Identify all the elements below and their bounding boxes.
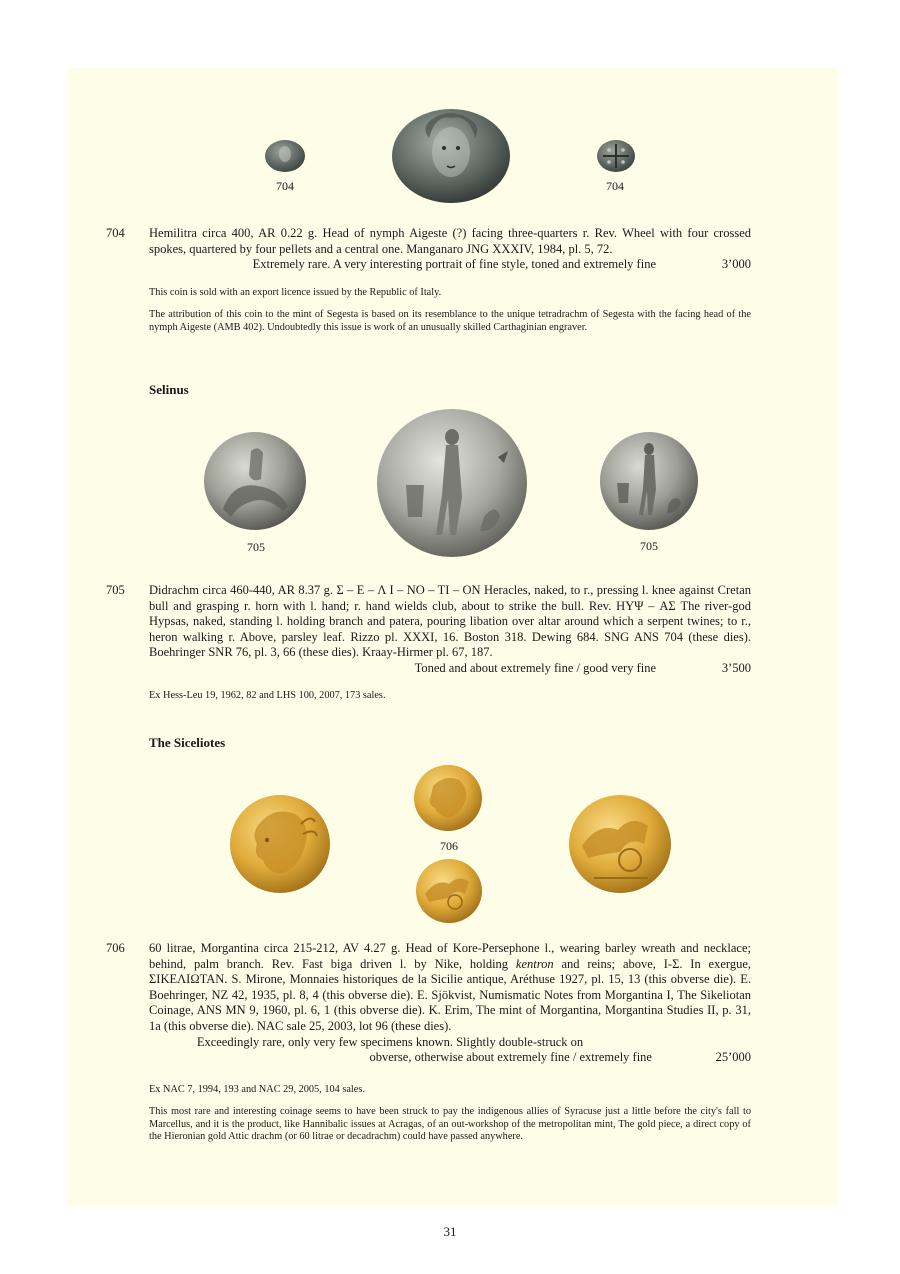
coin-label: 706	[440, 839, 458, 853]
coin-label: 704	[606, 179, 624, 193]
condition-row	[149, 661, 751, 677]
coin-label: 705	[247, 540, 265, 554]
lot-description-text: Didrachm circa 460-440, AR 8.37 g. Σ – E – Λ I – NO – TI – ON Heracles, naked, to r., pressing l. knee against Cretan bull and grasping r. horn with l. hand; r. hand wields club, about to strike the bull. Rev. HYΨ – AΣ The river-god Hypsas, naked, standing l. holding branch and patera, pouring libation over altar around which a serpent twines; to r., heron walking r. Above, parsley leaf. Rizzo pl. XXXI, 16. Boston 318. Dewing 684. SNG ANS 704 (these dies). Boehringer SNR 76, pl. 3, 66 (these dies). Kraay-Hirmer pl. 67, 187.	[149, 583, 751, 660]
coin-705-reverse	[599, 431, 699, 531]
lot-note: This coin is sold with an export licence issued by the Republic of Italy.	[149, 287, 442, 298]
coin-704-obverse-small	[264, 139, 306, 173]
lot-description	[149, 583, 751, 661]
coin-label: 704	[276, 179, 294, 193]
section-heading: The Siceliotes	[149, 735, 226, 750]
lot-note: The attribution of this coin to the mint of Segesta is based on its resemblance to the unique tetradrachm of Segesta with the facing head of the nymph Aigeste (AMB 402). Undoubtedly this issue is work of an unusually skilled Carthaginian engraver.	[149, 309, 751, 333]
condition-text: Toned and about extremely fine / good very fine	[414, 661, 656, 675]
lot-number: 704	[106, 226, 125, 240]
condition-row-wrap	[149, 661, 751, 677]
coin-706-reverse-enlarged	[568, 794, 672, 894]
price: 25’000	[715, 1050, 751, 1065]
page-number: 31	[443, 1224, 457, 1239]
coin-706-obverse-actual	[413, 764, 483, 832]
condition-row	[149, 1050, 751, 1066]
price: 3’000	[721, 257, 751, 272]
description-italic: kentron	[515, 956, 554, 971]
description-part: and reins; above, I-Σ. In exergue, ΣIKEΛIΩTAN. S. Mirone, Monnaies historiques de la Sicilie antique, Aréthuse 1927, pl. 15, 13 (this obverse die). E. Boehringer, NZ 42, 1935, pl. 8, 4 (this obverse die). E. Sjökvist, Numismatic Notes from Morgantina I, The Sikeliotan Coinage, ANS MN 9, 1960, pl. 6, 1 (this obverse die). K. Erim, The mint of Morgantina, Morgantina Studies II, p. 31, 1a (this obverse die). NAC sale 25, 2003, lot 96 (these dies).	[149, 956, 752, 1033]
coin-704-enlarged	[391, 108, 511, 204]
lot-note: Ex Hess-Leu 19, 1962, 82 and LHS 100, 2007, 173 sales.	[149, 690, 386, 701]
lot-note: Ex NAC 7, 1994, 193 and NAC 29, 2005, 104 sales.	[149, 1084, 365, 1095]
lot-description	[149, 941, 751, 1066]
coin-label: 705	[640, 539, 658, 553]
condition-row	[149, 257, 751, 273]
price: 3’500	[721, 661, 751, 675]
description-part: 60 litrae, Morgantina circa 215-212, AV 4.27 g. Head of Kore-Persephone l., wearing barley wreath and necklace; behind, palm branch. Rev. Fast biga driven l. by Nike, holding	[149, 941, 751, 971]
coin-705-obverse	[203, 431, 307, 532]
lot-description-text	[149, 941, 751, 1035]
condition-line: Exceedingly rare, only very few specimens known. Slightly double-struck on	[196, 1034, 584, 1049]
coin-706-obverse-enlarged	[229, 794, 331, 894]
lot-description-text: Hemilitra circa 400, AR 0.22 g. Head of nymph Aigeste (?) facing three-quarters r. Rev. Wheel with four crossed spokes, quartered by four pellets and a central one. Manganaro JNG XXXIV, 1984, pl. 5, 72.	[149, 226, 751, 256]
coin-704-reverse-small	[596, 139, 636, 173]
lot-description	[149, 226, 751, 273]
coin-705-enlarged	[376, 407, 528, 559]
section-heading: Selinus	[149, 382, 189, 397]
condition-text: Extremely rare. A very interesting portrait of fine style, toned and extremely fine	[252, 257, 656, 272]
coin-706-reverse-actual	[415, 858, 483, 924]
lot-note: This most rare and interesting coinage seems to have been struck to pay the indigenous allies of Syracuse just a little before the city's fall to Marcellus, and it is the product, like Hannibalic issues at Acragas, of an out-workshop of the metropolitan mint, The gold piece, a direct copy of the Hieronian gold Attic drachm (or 60 litrae or decadrachm) could have passed anywhere.	[149, 1106, 751, 1143]
condition-text: obverse, otherwise about extremely fine / extremely fine	[369, 1050, 652, 1065]
lot-number: 706	[106, 941, 125, 955]
lot-number: 705	[106, 583, 125, 597]
